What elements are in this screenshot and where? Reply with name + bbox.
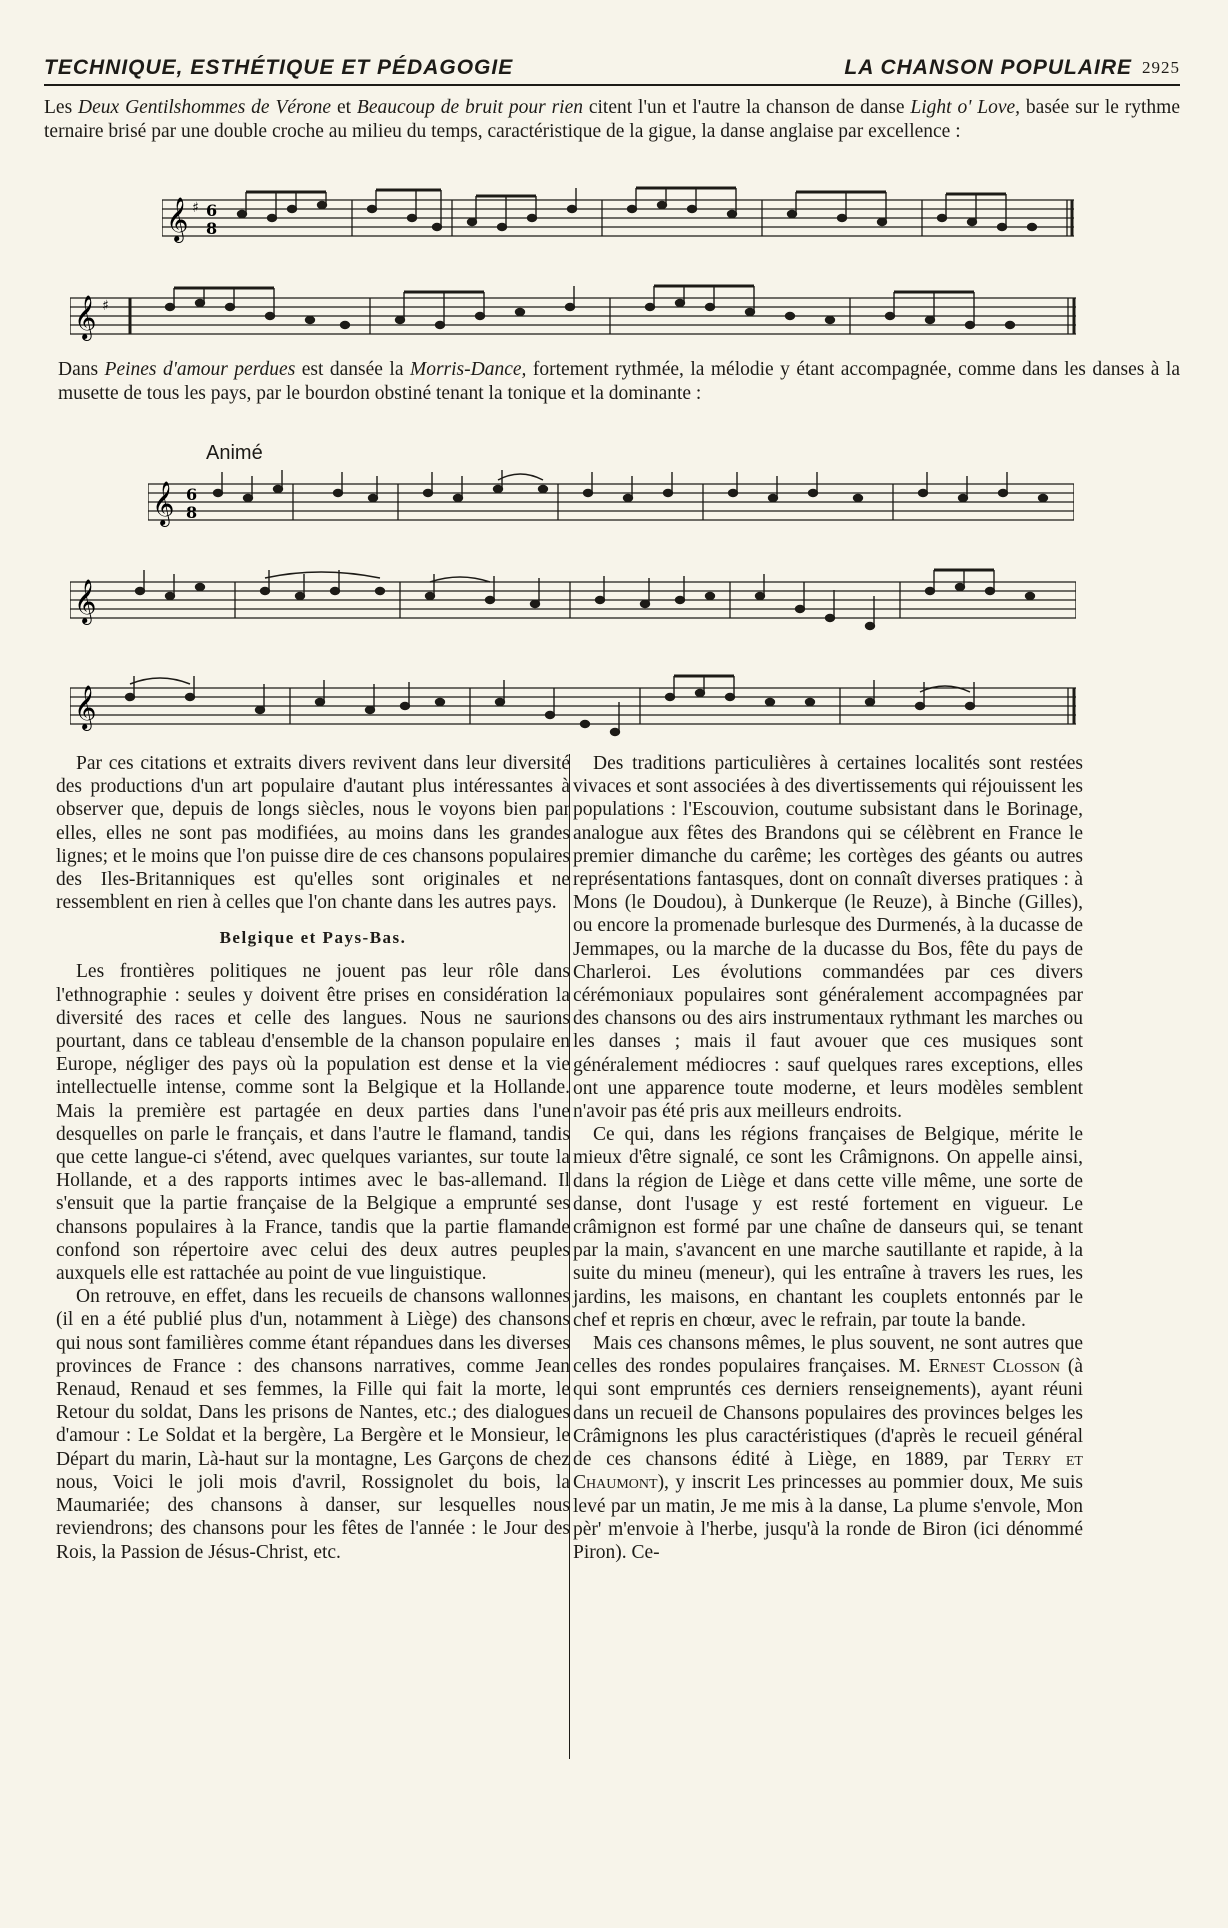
left-paragraph-3: On retrouve, en effet, dans les recueils de chansons wallonnes (il en a été publié plus d'un, notamment à Liège) des chansons qui nous sont familières comme étant répandues dans les diverses provinces de France : des chansons narratives, comme Jean Renaud, Renaud et ses femmes, la Fille qui fait la morte, le Retour du soldat, Dans les prisons de Nantes, etc.; des dialogues d'amour : Le Soldat et la bergère, La Bergère et le Monsieur, le Départ du marin, Là-haut sur la montagne, Les Garçons de chez nous, Voici le joli mois d'avril, Rossignolet du bois, la Maumariée; des chansons à danser, sur lesquelles nous reviendrons; des chansons pour les fêtes de l'année : le Jour des Rois, la Passion de Jésus-Christ, etc.	[56, 1286, 570, 1563]
svg-text:♯: ♯	[102, 298, 109, 314]
section-heading: Belgique et Pays-Bas.	[219, 928, 407, 948]
intro-paragraph-2: Dans Peines d'amour perdues est dansée la Morris-Dance, fortement rythmée, la mélodie y étant accompagnée, comme dans les danses à la musette de tous les pays, par le bourdon obstiné tenant la tonique et la dominante :	[58, 359, 1180, 404]
svg-text:8: 8	[206, 219, 218, 238]
page-number: 2925	[1142, 58, 1180, 77]
tempo-marking: Animé	[206, 442, 263, 464]
svg-text:𝄞: 𝄞	[152, 481, 175, 525]
music-staff-3	[148, 466, 1074, 536]
header-left: TECHNIQUE, ESTHÉTIQUE ET PÉDAGOGIE	[44, 56, 514, 79]
svg-text:𝄞: 𝄞	[166, 197, 189, 241]
right-paragraph-3: Mais ces chansons mêmes, le plus souvent, ne sont autres que celles des rondes populaires françaises. M. Ernest Closson (à qui sont empruntés ces derniers renseignements), ayant réuni dans un recueil de Chansons populaires des provinces belges les Crâmignons les plus caractéristiques (d'après le recueil général de ces chansons édité à Liège, en 1889, par Terry et Chaumont), y inscrit Les princesses au pommier doux, Me suis levé par un matin, Je me mis à la danse, La plume s'envole, Mon pèr' m'envoie à l'herbe, jusqu'à la ronde de Biron (ici dénommé Piron). Ce-	[573, 1333, 1084, 1563]
left-column	[56, 752, 570, 1564]
right-column	[573, 752, 1083, 1564]
svg-text:𝄞: 𝄞	[74, 685, 97, 729]
music-staff-5	[70, 670, 1076, 740]
right-paragraph-1: Des traditions particulières à certaines localités sont restées vivaces et sont associées à des divertissements qui réjouissent les populations : l'Escouvion, coutume subsistant dans le Borinage, analogue aux fêtes des Brandons qui se célèbrent en France le premier dimanche du carême; les cortèges des géants ou autres représentations fantasques, dont on connaît diverses pratiques : à Mons (le Doudou), à Dunkerque (le Reuze), à Binche (Gilles), ou encore la promenade burlesque des Durmenés, à la ducasse de Jemmapes, ou la marche de la ducasse du Bos, fête du pays de Charleroi. Les évolutions commandées par ces divers cérémoniaux populaires sont généralement accompagnées par des chansons ou des airs instrumentaux rythmant les marches ou les danses ; mais il faut avouer que ces musiques sont généralement médiocres : sauf quelques rares exceptions, elles ont une apparence toute moderne, et leurs modèles semblent n'avoir pas été pris aux meilleurs endroits.	[573, 753, 1083, 1123]
svg-text:6: 6	[186, 485, 198, 504]
left-paragraph-2: Les frontières politiques ne jouent pas leur rôle dans l'ethnographie : seules y doivent être prises en considération la diversité des races et celle des langues. Nous ne saurions pourtant, dans ce tableau d'ensemble de la chanson populaire en Europe, négliger des pays où la population est dense et la vie intellectuelle intense, comme sont la Belgique et la Hollande. Mais la première est partagée en deux parties dans l'une desquelles on parle le français, et dans l'autre le flamand, tandis que cette langue-ci s'étend, avec quelques variantes, sur toute la Hollande, et a des rapports intimes avec le bas-allemand. Il s'ensuit que la partie française de la Belgique a emprunté ses chansons populaires à la France, tandis que la partie flamande confond son répertoire avec celui des deux autres peuples auxquels elle est rattachée au point de vue linguistique.	[56, 961, 570, 1285]
svg-text:♯: ♯	[192, 200, 199, 216]
header-right: LA CHANSON POPULAIRE	[844, 56, 1132, 79]
svg-text:8: 8	[186, 503, 198, 522]
running-header	[44, 56, 1180, 86]
svg-text:6: 6	[206, 201, 218, 220]
right-paragraph-2: Ce qui, dans les régions françaises de Belgique, mérite le mieux d'être signalé, ce sont les Crâmignons. On appelle ainsi, dans la région de Liège et dans cette ville même, une sorte de danse, dont l'usage y est resté fortement en vigueur. Le crâmignon est formé par une chaîne de danseurs qui, se tenant par la main, s'avancent en une marche sautillante et rapide, à la suite du mineu (meneur), qui les entraîne à travers les rues, les jardins, les maisons, en chantant les couplets entonnés par le chef et repris en chœur, avec le refrain, par toute la bande.	[573, 1124, 1083, 1331]
svg-text:𝄞: 𝄞	[74, 295, 97, 339]
music-staff-1	[162, 182, 1074, 252]
music-staff-4	[70, 564, 1076, 634]
intro-paragraph-1: Les Deux Gentilshommes de Vérone et Beaucoup de bruit pour rien citent l'un et l'autre la chanson de danse Light o' Love, basée sur le rythme ternaire brisé par une double croche au milieu du temps, caractéristique de la gigue, la danse anglaise par excellence :	[44, 97, 1181, 142]
music-staff-2	[70, 280, 1076, 350]
svg-text:𝄞: 𝄞	[74, 579, 97, 623]
left-paragraph-1: Par ces citations et extraits divers revivent dans leur diversité des productions d'un art populaire d'autant plus intéressantes à observer que, depuis de longs siècles, nous le voyons bien par elles, elles ne sont pas modifiées, au moins dans les grandes lignes; et le moins que l'on puisse dire de ces chansons populaires des Iles-Britanniques est qu'elles sont originales et ne ressemblent en rien à celles que l'on chante dans les autres pays.	[56, 753, 570, 914]
